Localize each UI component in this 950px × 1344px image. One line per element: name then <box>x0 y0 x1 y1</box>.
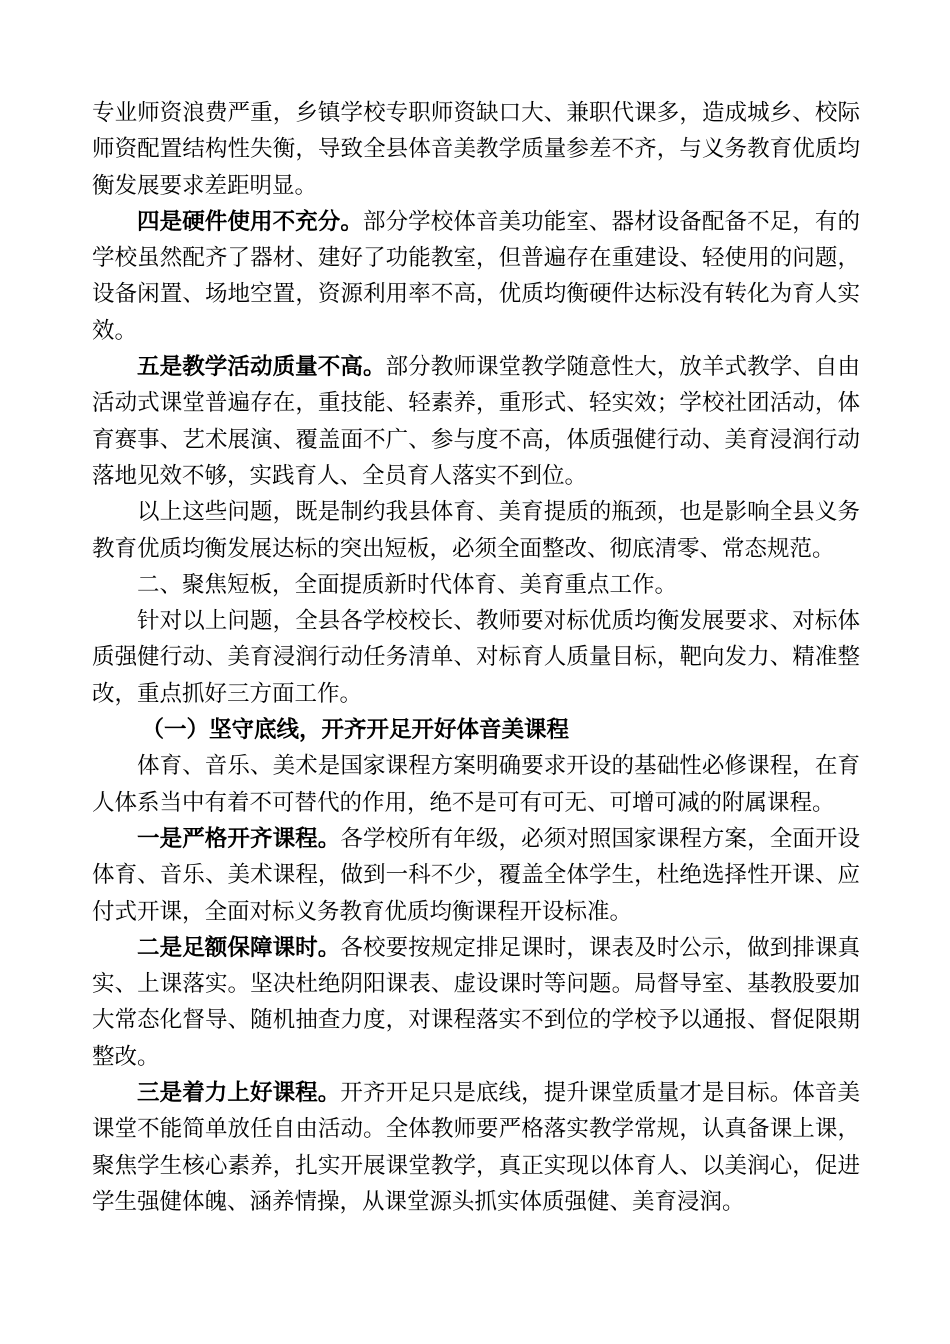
section-heading-two <box>92 567 860 603</box>
paragraph-continued <box>92 95 860 204</box>
paragraph-text: 部分学校体音美功能室、器材设备配备不足，有的学校虽然配齐了器材、建好了功能教室，但普遍存在重建设、轻使用的问题，设备闲置、场地空置，资源利用率不高，优质均衡硬件达标没有转化为育人实效。 <box>92 208 860 344</box>
paragraph-lead: 四是硬件使用不充分。 <box>137 208 363 235</box>
section-heading-text: 二、聚焦短板，全面提质新时代体育、美育重点工作。 <box>137 571 678 598</box>
paragraph-class-hours <box>92 930 860 1075</box>
paragraph-open-courses <box>92 821 860 930</box>
paragraph-lead: 一是严格开齐课程。 <box>137 825 341 852</box>
paragraph-text: 各学校所有年级，必须对照国家课程方案，全面开设体育、音乐、美术课程，做到一科不少，覆盖全体学生，杜绝选择性开课、应付式开课，全面对标义务教育优质均衡课程开设标准。 <box>92 825 860 925</box>
paragraph-text: 体育、音乐、美术是国家课程方案明确要求开设的基础性必修课程，在育人体系当中有着不可替代的作用，绝不是可有可无、可增可减的附属课程。 <box>92 753 860 816</box>
paragraph-text: 以上这些问题，既是制约我县体育、美育提质的瓶颈，也是影响全县义务教育优质均衡发展达标的突出短板，必须全面整改、彻底清零、常态规范。 <box>92 499 860 562</box>
paragraph-text: 各校要按规定排足课时，课表及时公示，做到排课真实、上课落实。坚决杜绝阴阳课表、虚设课时等问题。局督导室、基教股要加大常态化督导、随机抽查力度，对课程落实不到位的学校予以通报、督促限期整改。 <box>92 934 860 1070</box>
subsection-heading-one <box>92 712 860 748</box>
paragraph-lead: 三是着力上好课程。 <box>137 1080 341 1107</box>
subsection-heading-text: （一）坚守底线，开齐开足开好体音美课程 <box>141 717 570 744</box>
paragraph-text: 部分教师课堂教学随意性大，放羊式教学、自由活动式课堂普遍存在，重技能、轻素养，重形式、轻实效；学校社团活动，体育赛事、艺术展演、覆盖面不广、参与度不高，体质强健行动、美育浸润行动落地见效不够，实践育人、全员育人落实不到位。 <box>92 354 860 489</box>
paragraph-teach-well <box>92 1075 860 1220</box>
paragraph-courses-intro <box>92 748 860 821</box>
paragraph-lead: 五是教学活动质量不高。 <box>137 354 386 381</box>
document-page <box>92 95 860 1220</box>
paragraph-summary <box>92 494 860 567</box>
paragraph-teaching-quality <box>92 349 860 494</box>
paragraph-text: 开齐开足只是底线，提升课堂质量才是目标。体音美课堂不能简单放任自由活动。全体教师要严格落实教学常规，认真备课上课，聚焦学生核心素养，扎实开展课堂教学，真正实现以体育人、以美润心，促进学生强健体魄、涵养情操，从课堂源头抓实体质强健、美育浸润。 <box>92 1080 860 1215</box>
paragraph-text: 针对以上问题，全县各学校校长、教师要对标优质均衡发展要求、对标体质强健行动、美育浸润行动任务清单、对标育人质量目标，靶向发力、精准整改，重点抓好三方面工作。 <box>92 608 860 707</box>
paragraph-lead: 二是足额保障课时。 <box>137 934 341 961</box>
paragraph-text: 专业师资浪费严重，乡镇学校专职师资缺口大、兼职代课多，造成城乡、校际师资配置结构性失衡，导致全县体音美教学质量参差不齐，与义务教育优质均衡发展要求差距明显。 <box>92 100 860 199</box>
paragraph-hardware <box>92 204 860 349</box>
paragraph-targets <box>92 603 860 712</box>
